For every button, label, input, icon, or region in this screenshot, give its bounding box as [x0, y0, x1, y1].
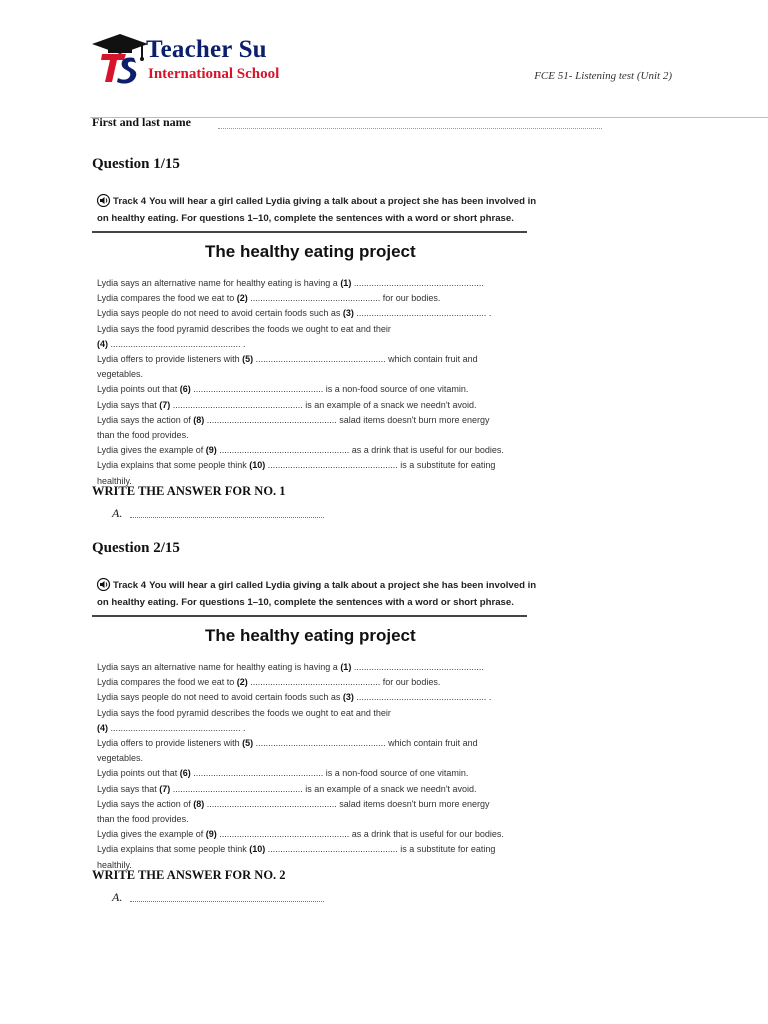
sentence-text: healthily.	[97, 475, 132, 486]
gap-number: (1)	[340, 278, 352, 288]
sentence-text: than the food provides.	[97, 430, 189, 441]
gap-number: (3)	[342, 692, 354, 703]
speaker-icon	[97, 194, 111, 212]
page-header	[0, 28, 768, 90]
gap-blank: ....................................................	[351, 662, 484, 672]
gap-blank: .................................................... which contain fruit and	[253, 738, 478, 749]
sentence-text: vegetables.	[97, 753, 144, 764]
sentence-text: Lydia compares the food we eat to	[97, 677, 237, 688]
sentence-text: Lydia points out that	[97, 768, 180, 779]
sentence-text: healthily.	[97, 859, 132, 870]
gap-blank: .................................................... is a substitute for eating	[265, 844, 496, 855]
sentence-text: Lydia explains that some people think	[97, 844, 250, 855]
gap-blank: .................................................... .	[353, 692, 492, 703]
sentence-text: Lydia says people do not need to avoid certain foods such as	[97, 308, 343, 319]
sentence-list	[97, 276, 537, 489]
gap-number: (7)	[159, 783, 171, 794]
sentence-item	[97, 797, 537, 812]
gap-number: (10)	[249, 844, 266, 855]
track-instructions	[97, 578, 537, 610]
track-instructions	[97, 194, 537, 226]
gap-number: (3)	[342, 308, 354, 319]
gap-number: (7)	[159, 399, 171, 410]
answer-input-line[interactable]	[130, 517, 324, 518]
gap-blank: .................................................... salad items doesn't burn more energy	[204, 414, 490, 425]
sentence-item	[97, 382, 537, 397]
exercise-title: The healthy eating project	[205, 626, 416, 645]
name-input-line[interactable]	[218, 128, 602, 129]
sentence-item	[97, 736, 537, 751]
sentence-item	[97, 337, 537, 352]
speaker-icon	[97, 578, 111, 596]
sentence-text: Lydia says the food pyramid describes the foods we ought to eat and their	[97, 323, 391, 334]
sentence-text: Lydia says people do not need to avoid certain foods such as	[97, 692, 343, 703]
gap-number: (2)	[236, 677, 248, 688]
sentence-item	[97, 428, 537, 443]
gap-blank: .................................................... is a non-food source of one vitamin.	[190, 768, 469, 779]
sentence-item	[97, 812, 537, 827]
sentence-text: Lydia says the action of	[97, 798, 194, 809]
gap-number: (2)	[236, 293, 248, 304]
sentence-item	[97, 782, 537, 797]
gap-number: (4)	[97, 722, 108, 733]
gap-number: (4)	[97, 338, 108, 349]
gap-blank: .................................................... .	[353, 308, 492, 319]
write-answer-label: WRITE THE ANSWER FOR NO. 1	[92, 484, 286, 498]
gap-blank: .................................................... is an example of a snack we needn't avoid.	[170, 399, 477, 410]
sentence-item	[97, 675, 537, 690]
sentence-item	[97, 322, 537, 337]
question-title: Question 1/15	[92, 156, 180, 172]
sentence-item	[97, 721, 537, 736]
sentence-item	[97, 367, 537, 382]
sentence-item	[97, 352, 537, 367]
sentence-text: Lydia gives the example of	[97, 829, 206, 840]
sentence-text: Lydia explains that some people think	[97, 460, 250, 471]
sentence-text: Lydia says the action of	[97, 414, 194, 425]
question-title: Question 2/15	[92, 540, 180, 556]
gap-number: (9)	[205, 445, 217, 456]
sentence-item	[97, 660, 537, 675]
sentence-item	[97, 276, 537, 291]
gap-blank: .................................................... is an example of a snack we needn't avoid.	[170, 783, 477, 794]
gap-blank: .................................................... is a substitute for eating	[265, 460, 496, 471]
gap-blank: .................................................... is a non-food source of one vitamin.	[190, 384, 469, 395]
sentence-item	[97, 751, 537, 766]
sentence-text: Lydia compares the food we eat to	[97, 293, 237, 304]
gap-number: (10)	[249, 460, 266, 471]
sentence-text: Lydia offers to provide listeners with	[97, 738, 243, 749]
gap-number: (9)	[205, 829, 217, 840]
gap-blank: .................................................... salad items doesn't burn more energy	[204, 798, 490, 809]
brand-title: Teacher Su	[146, 36, 267, 63]
name-label: First and last name	[92, 115, 191, 129]
gap-blank: .................................................... as a drink that is useful for our bodies.	[216, 445, 504, 456]
sentence-item	[97, 443, 537, 458]
gap-number: (5)	[242, 354, 254, 365]
gap-number: (6)	[179, 384, 191, 395]
sentence-text: Lydia gives the example of	[97, 445, 206, 456]
gap-blank: .................................................... as a drink that is useful for our bodies.	[216, 829, 504, 840]
track-label: Track 4	[113, 580, 147, 591]
header-divider	[90, 117, 768, 118]
sentence-text: Lydia says that	[97, 399, 160, 410]
gap-blank: .................................................... .	[108, 722, 246, 733]
brand-subtitle: International School	[148, 66, 280, 82]
gap-number: (5)	[242, 738, 254, 749]
gap-blank: .................................................... .	[108, 338, 246, 349]
section-divider	[92, 231, 527, 233]
answer-label: A.	[112, 890, 123, 904]
sentence-item	[97, 706, 537, 721]
sentence-text: Lydia says that	[97, 783, 160, 794]
sentence-text: Lydia says an alternative name for healthy eating is having a	[97, 662, 341, 672]
answer-input-line[interactable]	[130, 901, 324, 902]
sentence-item	[97, 398, 537, 413]
exercise-title: The healthy eating project	[205, 242, 416, 261]
sentence-item	[97, 827, 537, 842]
sentence-text: vegetables.	[97, 369, 144, 380]
section-divider	[92, 615, 527, 617]
gap-blank: ....................................................	[351, 278, 484, 288]
track-text: You will hear a girl called Lydia giving a talk about a project she has been involved in on healthy eating. For questions 1–10, complete the sentences with a word or short phrase.	[97, 580, 537, 608]
sentence-item	[97, 766, 537, 781]
sentence-text: Lydia offers to provide listeners with	[97, 354, 243, 365]
answer-label: A.	[112, 506, 123, 520]
sentence-text: Lydia points out that	[97, 384, 180, 395]
track-text: You will hear a girl called Lydia giving a talk about a project she has been involved in on healthy eating. For questions 1–10, complete the sentences with a word or short phrase.	[97, 196, 537, 224]
gap-number: (1)	[340, 662, 352, 672]
sentence-item	[97, 458, 537, 473]
sentence-item	[97, 291, 537, 306]
write-answer-label: WRITE THE ANSWER FOR NO. 2	[92, 868, 286, 882]
sentence-list	[97, 660, 537, 873]
test-title: FCE 51- Listening test (Unit 2)	[534, 70, 672, 82]
gap-blank: .................................................... for our bodies.	[247, 677, 441, 688]
gap-number: (6)	[179, 768, 191, 779]
gap-number: (8)	[193, 798, 205, 809]
gap-blank: .................................................... which contain fruit and	[253, 354, 478, 365]
sentence-item	[97, 690, 537, 705]
sentence-text: than the food provides.	[97, 814, 189, 825]
sentence-item	[97, 306, 537, 321]
gap-blank: .................................................... for our bodies.	[247, 293, 441, 304]
graduation-cap-logo-icon	[90, 28, 150, 86]
sentence-item	[97, 413, 537, 428]
sentence-text: Lydia says the food pyramid describes the foods we ought to eat and their	[97, 707, 391, 718]
sentence-text: Lydia says an alternative name for healthy eating is having a	[97, 278, 341, 288]
sentence-item	[97, 842, 537, 857]
gap-number: (8)	[193, 414, 205, 425]
track-label: Track 4	[113, 196, 147, 207]
